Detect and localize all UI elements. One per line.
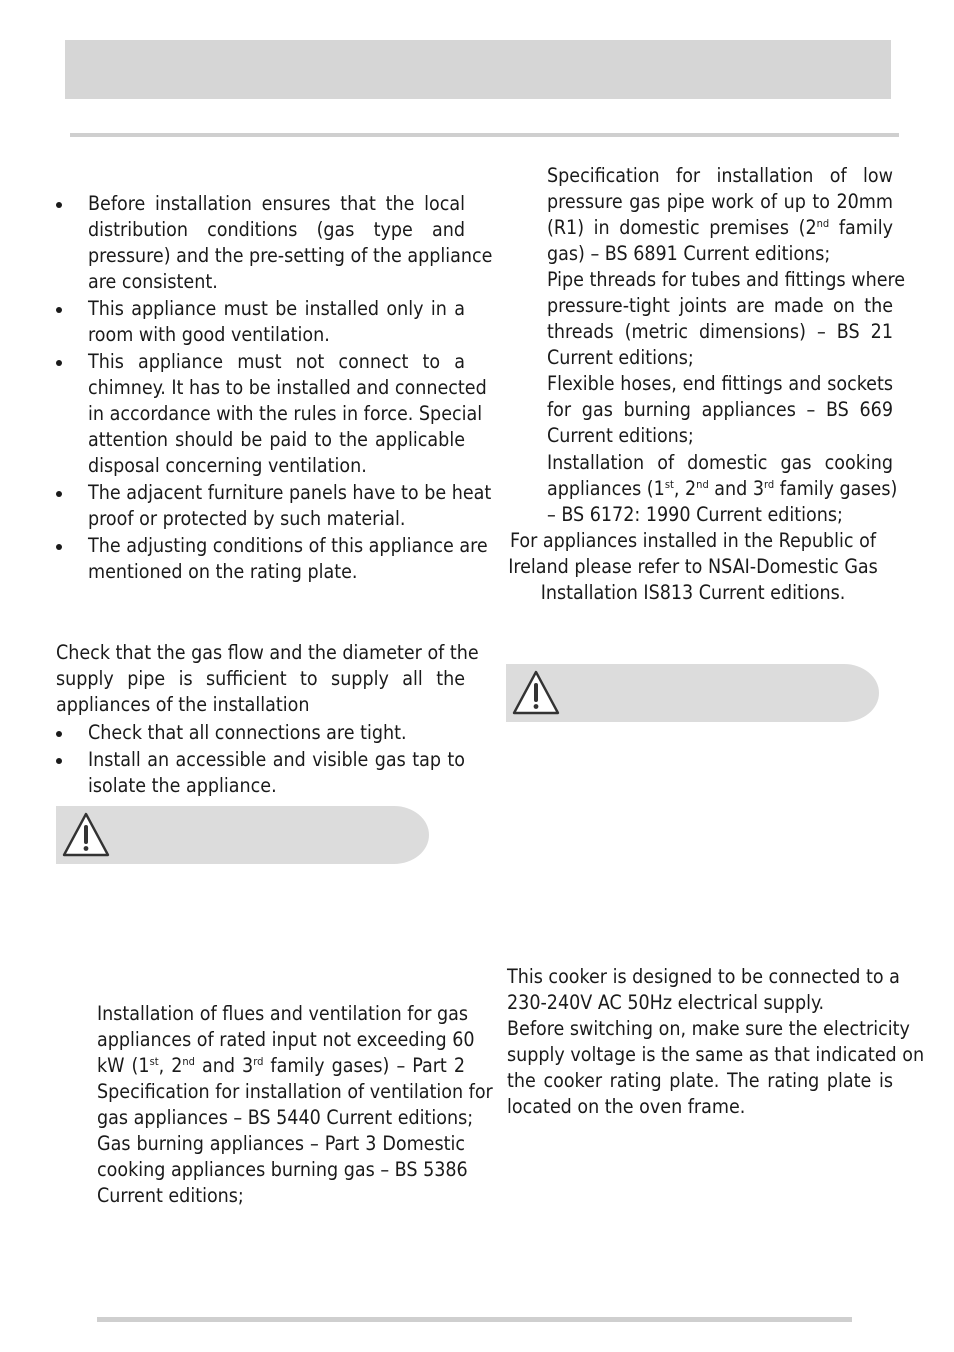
bullet-dot-icon <box>56 544 62 550</box>
paragraph-line: located on the oven frame. <box>507 1095 746 1118</box>
paragraph-line: Installation of domestic gas cooking <box>547 451 893 474</box>
paragraph-line: gas appliances – BS 5440 Current editions; <box>97 1106 474 1129</box>
warning-banner <box>506 664 879 722</box>
paragraph-line: Specification for installation of low <box>547 164 893 187</box>
paragraph-line: for gas burning appliances – BS 669 <box>547 398 893 421</box>
warning-triangle-icon <box>61 811 111 859</box>
paragraph-line: Gas burning appliances – Part 3 Domestic <box>97 1132 465 1155</box>
paragraph-line: Check that the gas flow and the diameter of the <box>56 641 479 664</box>
list-item-line: distribution conditions (gas type and <box>88 218 465 241</box>
paragraph-line: the cooker rating plate. The rating plate is <box>507 1069 893 1092</box>
standards-ventilation-paragraph <box>97 1001 493 1131</box>
list-item <box>55 720 465 746</box>
list-item <box>55 191 493 295</box>
list-item-line: pressure) and the pre-setting of the appliance <box>88 244 493 267</box>
top-divider <box>70 133 899 137</box>
paragraph-line: Before switching on, make sure the electricity <box>507 1017 910 1040</box>
paragraph-line: Current editions; <box>547 346 694 369</box>
paragraph-line: Installation IS813 Current editions. <box>540 581 846 604</box>
paragraph-line: pressure-tight joints are made on the <box>547 294 893 317</box>
bottom-divider <box>97 1317 852 1322</box>
warning-triangle-icon <box>511 669 561 717</box>
paragraph-line: Installation of flues and ventilation for gas <box>97 1002 469 1025</box>
list-item-line: are consistent. <box>88 270 218 293</box>
paragraph-line: kW (1st, 2nd and 3rd family gases) – Part 2 <box>97 1054 465 1077</box>
list-item <box>55 533 488 585</box>
paragraph-line: Current editions; <box>547 424 694 447</box>
bullet-dot-icon <box>56 731 62 737</box>
gas-connection-list <box>55 720 465 800</box>
gas-supply-check-paragraph <box>56 640 479 718</box>
bullet-dot-icon <box>56 202 62 208</box>
paragraph-line: Current editions; <box>97 1184 244 1207</box>
standard-flexible-hoses-paragraph <box>547 371 893 449</box>
paragraph-line: gas) – BS 6891 Current editions; <box>547 242 831 265</box>
paragraph-line: Ireland please refer to NSAI-Domestic Gas <box>508 555 878 578</box>
paragraph-line: appliances of rated input not exceeding 60 <box>97 1028 475 1051</box>
installation-requirements-list <box>55 191 493 586</box>
list-item-line: This appliance must not connect to a <box>88 350 465 373</box>
bullet-dot-icon <box>56 360 62 366</box>
paragraph-line: Pipe threads for tubes and fittings where <box>547 268 906 291</box>
header-bar <box>65 40 891 99</box>
paragraph-line: Flexible hoses, end fittings and sockets <box>547 372 893 395</box>
paragraph-line: cooking appliances burning gas – BS 5386 <box>97 1158 468 1181</box>
list-item-line: in accordance with the rules in force. Special <box>88 402 483 425</box>
ireland-note <box>506 528 893 606</box>
paragraph-line: 230-240V AC 50Hz electrical supply. <box>507 991 825 1014</box>
paragraph-line: (R1) in domestic premises (2nd family <box>547 216 893 239</box>
paragraph-line: appliances (1st, 2nd and 3rd family gases) <box>547 477 898 500</box>
paragraph-line: For appliances installed in the Republic of <box>509 529 877 552</box>
list-item-line: room with good ventilation. <box>88 323 330 346</box>
electrical-supply-paragraph <box>507 964 900 1016</box>
bullet-dot-icon <box>56 491 62 497</box>
list-item-line: Before installation ensures that the local <box>88 192 465 215</box>
voltage-check-paragraph <box>507 1016 925 1120</box>
list-item <box>55 296 465 348</box>
paragraph-line: appliances of the installation <box>56 693 310 716</box>
paragraph-line: supply pipe is sufficient to supply all the <box>56 667 465 690</box>
list-item-line: Install an accessible and visible gas tap to <box>88 748 465 771</box>
paragraph-line: – BS 6172: 1990 Current editions; <box>547 503 843 526</box>
list-item <box>55 480 492 532</box>
list-item-line: isolate the appliance. <box>88 774 277 797</box>
standard-pipe-threads-paragraph <box>547 267 906 371</box>
list-item-line: This appliance must be installed only in a <box>88 297 465 320</box>
list-item <box>55 747 465 799</box>
list-item-line: The adjacent furniture panels have to be heat <box>88 481 492 504</box>
bullet-dot-icon <box>56 307 62 313</box>
list-item-line: The adjusting conditions of this appliance are <box>88 534 488 557</box>
list-item <box>55 349 487 479</box>
paragraph-line: Specification for installation of ventilation for <box>97 1080 493 1103</box>
standard-gas-pipe-paragraph <box>547 163 893 267</box>
bullet-dot-icon <box>56 758 62 764</box>
list-item-line: proof or protected by such material. <box>88 507 406 530</box>
list-item-line: chimney. It has to be installed and connected <box>88 376 487 399</box>
paragraph-line: pressure gas pipe work of up to 20mm <box>547 190 893 213</box>
list-item-line: disposal concerning ventilation. <box>88 454 367 477</box>
paragraph-line: supply voltage is the same as that indicated on <box>507 1043 925 1066</box>
paragraph-line: This cooker is designed to be connected to a <box>507 965 900 988</box>
paragraph-line: threads (metric dimensions) – BS 21 <box>547 320 893 343</box>
standards-cooking-appliances-paragraph <box>97 1131 468 1209</box>
standard-cooking-installation-paragraph <box>547 450 898 528</box>
warning-banner <box>56 806 429 864</box>
list-item-line: attention should be paid to the applicable <box>88 428 465 451</box>
list-item-line: Check that all connections are tight. <box>88 721 407 744</box>
list-item-line: mentioned on the rating plate. <box>88 560 358 583</box>
